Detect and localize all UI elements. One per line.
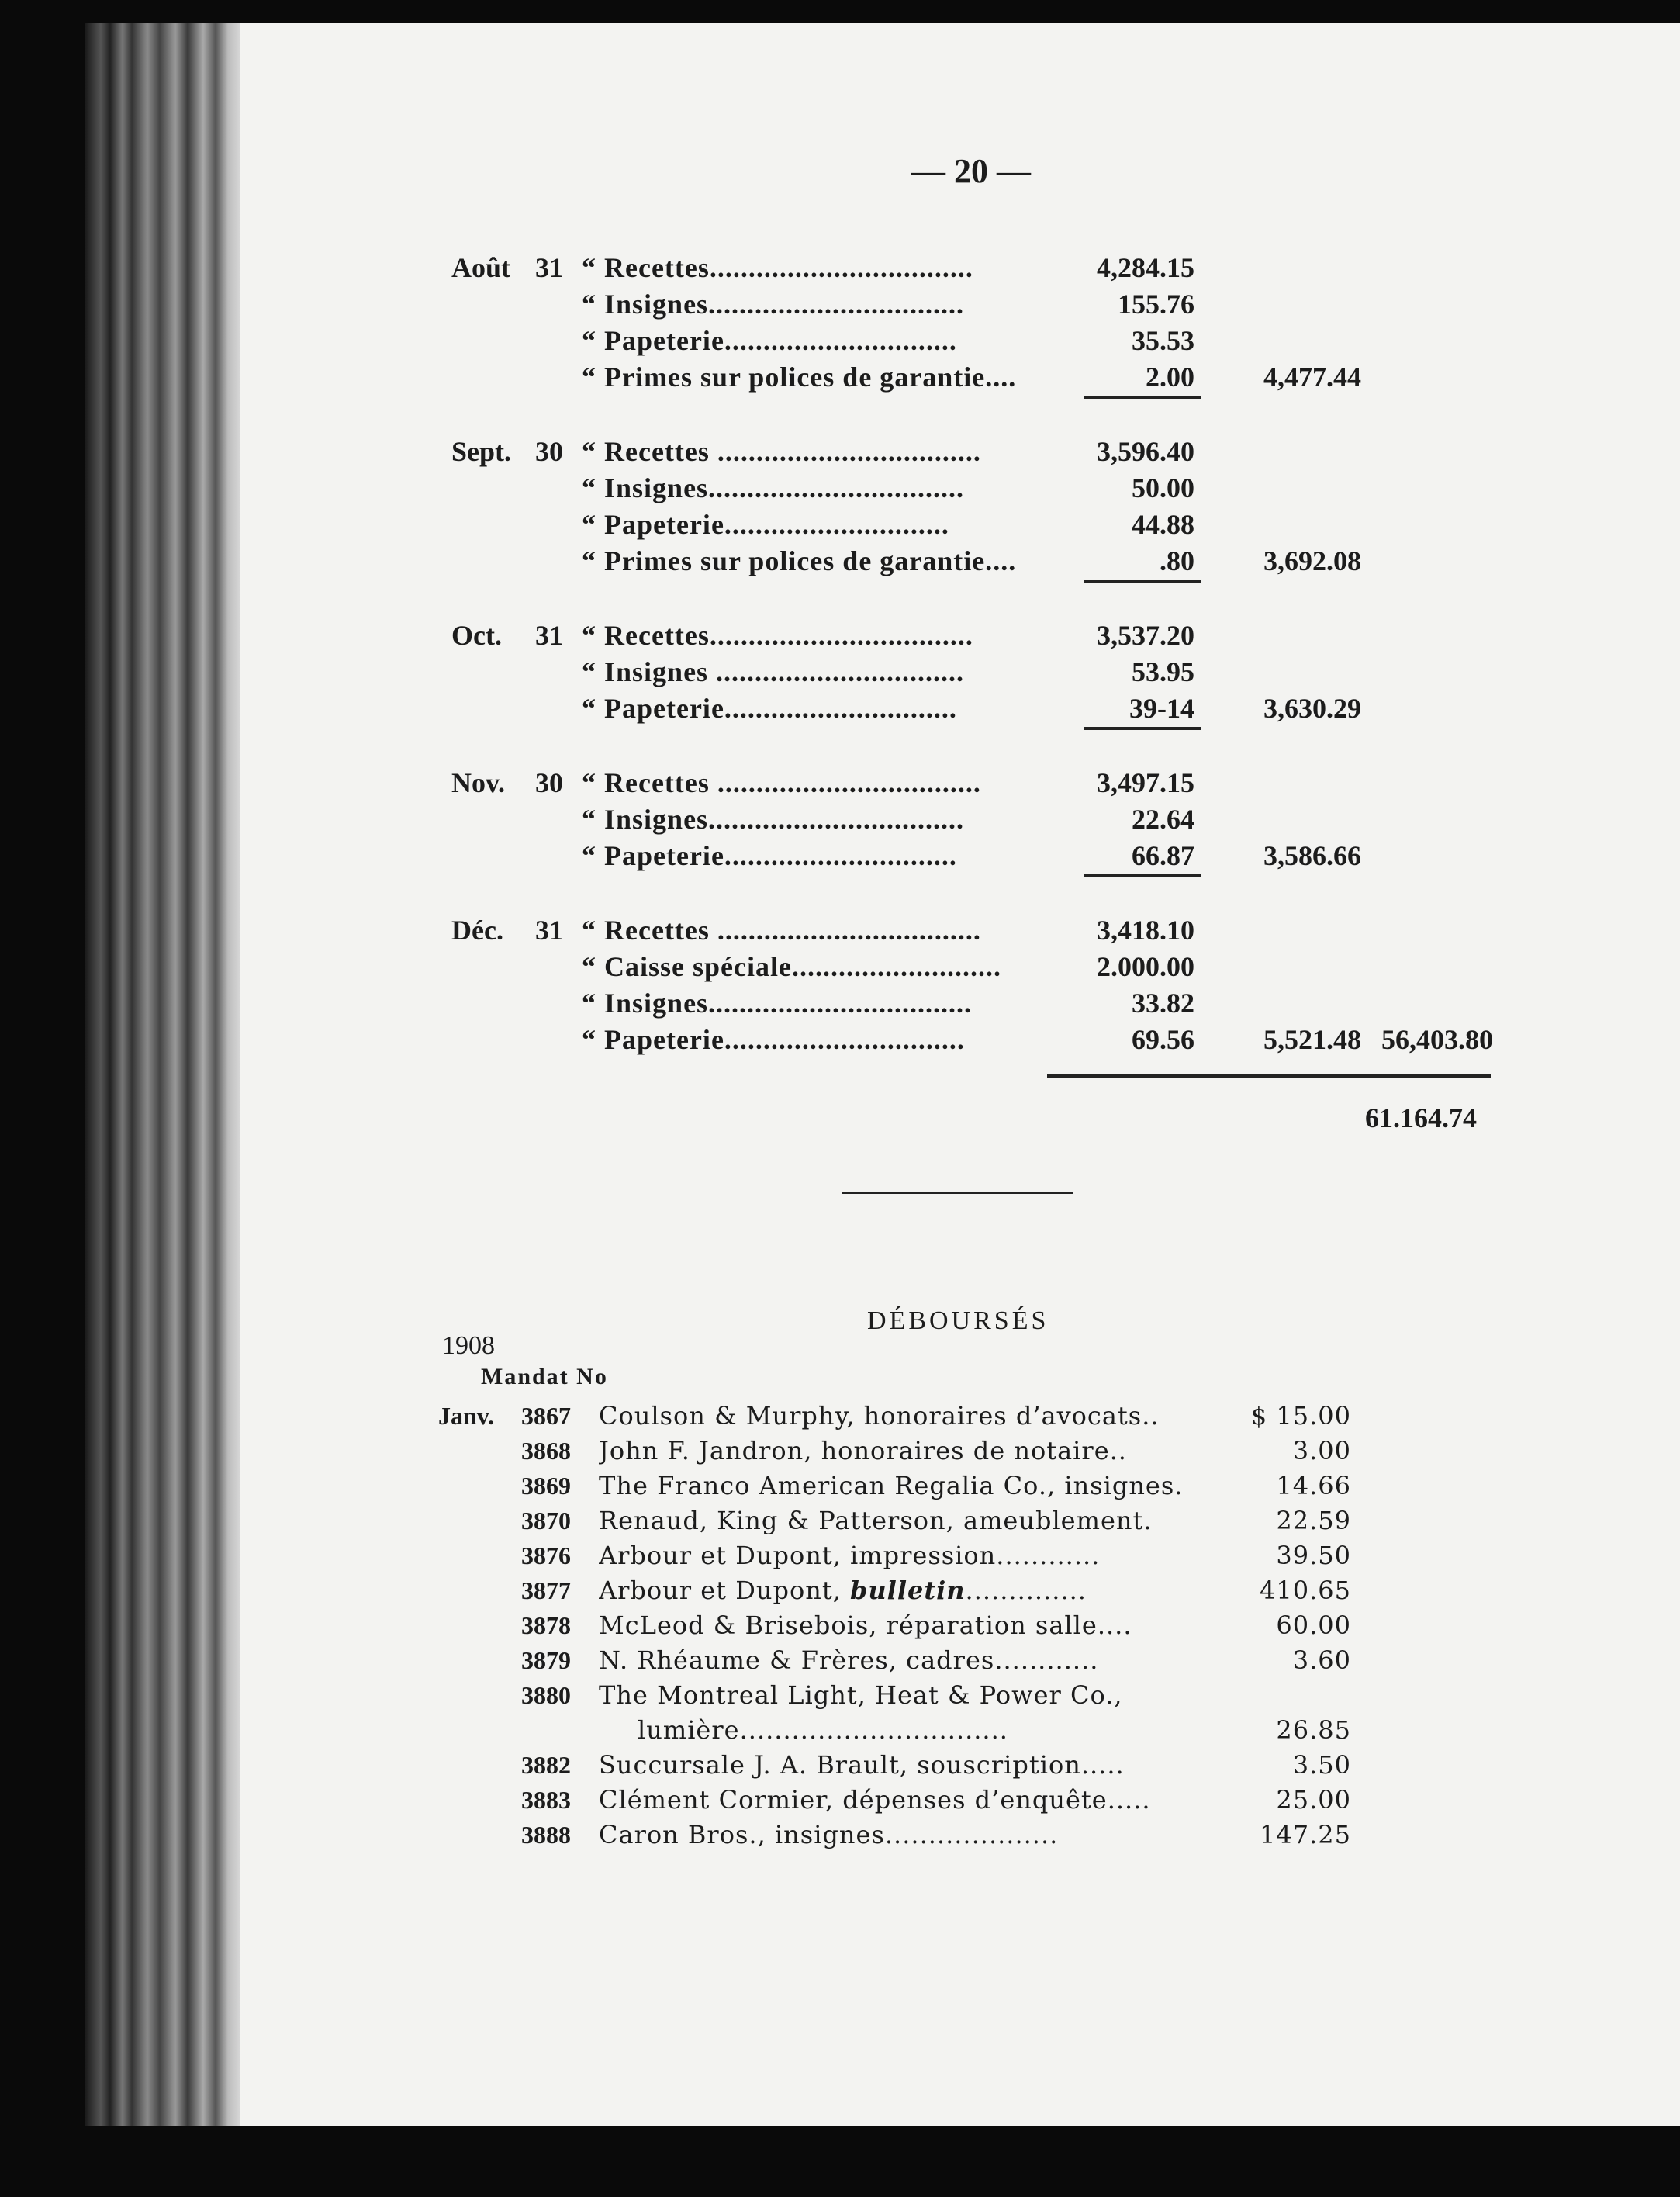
receipt-amount: 44.88: [1132, 509, 1194, 540]
book-spine: [85, 23, 240, 2126]
disb-description: Clément Cormier, dépenses d’enquête.....: [599, 1785, 1151, 1815]
disb-description: Succursale J. A. Brault, souscription.....: [599, 1750, 1125, 1780]
receipt-subtotal: 3,630.29: [1263, 693, 1361, 724]
page-number: — 20 —: [911, 152, 1031, 190]
grand-total: 61.164.74: [1365, 1102, 1477, 1133]
disb-description: Arbour et Dupont, bulletin..............: [599, 1576, 1087, 1605]
disb-amount: 60.00: [1276, 1611, 1351, 1640]
receipt-subtotal: 5,521.48: [1263, 1024, 1361, 1055]
receipt-amount: 22.64: [1132, 804, 1194, 835]
mandat-number: 3870: [521, 1507, 571, 1534]
receipt-label: “ Insignes ................................: [582, 656, 965, 687]
disbursements-year: 1908: [442, 1331, 495, 1360]
mandat-header: Mandat No: [481, 1364, 608, 1389]
disb-amount: 25.00: [1276, 1785, 1351, 1815]
receipt-amount: 50.00: [1132, 472, 1194, 503]
mandat-number: 3882: [521, 1751, 571, 1779]
receipt-label: “ Papeterie..............................: [582, 840, 957, 871]
receipt-amount: 3,596.40: [1097, 436, 1194, 467]
mandat-number: 3869: [521, 1472, 571, 1500]
mandat-number: 3876: [521, 1541, 571, 1569]
receipt-amount: 53.95: [1132, 656, 1194, 687]
receipt-amount: 3,497.15: [1097, 767, 1194, 798]
disb-amount: 3.00: [1292, 1436, 1351, 1465]
mandat-number: 3877: [521, 1576, 571, 1604]
disb-amount: 39.50: [1276, 1541, 1351, 1570]
receipt-month: Sept.: [451, 436, 512, 467]
receipt-label: “ Insignes..................................: [582, 988, 973, 1019]
disb-italic-text: bulletin: [850, 1576, 966, 1605]
receipt-month: Nov.: [451, 767, 506, 798]
receipt-label: “ Recettes ..................................: [582, 767, 981, 798]
disb-amount: 3.60: [1292, 1645, 1351, 1675]
receipt-label: “ Papeterie..............................: [582, 325, 957, 356]
subtotal-rule: [1084, 727, 1201, 730]
disbursements-title: DÉBOURSÉS: [867, 1306, 1049, 1335]
receipt-cumulative: 56,403.80: [1381, 1024, 1493, 1055]
disb-continuation: lumière...............................: [638, 1715, 1008, 1745]
receipt-label: “ Papeterie...............................: [582, 1024, 965, 1055]
receipt-amount: 66.87: [1132, 840, 1194, 871]
subtotal-rule: [1084, 396, 1201, 399]
disb-amount: 3.50: [1292, 1750, 1351, 1780]
receipt-month: Oct.: [451, 620, 502, 651]
receipt-amount: 3,537.20: [1097, 620, 1194, 651]
disb-description: N. Rhéaume & Frères, cadres............: [599, 1645, 1099, 1675]
disb-description: Coulson & Murphy, honoraires d’avocats..: [599, 1401, 1160, 1431]
mandat-number: 3880: [521, 1681, 571, 1709]
disb-description: John F. Jandron, honoraires de notaire..: [599, 1436, 1127, 1465]
subtotal-rule: [1084, 580, 1201, 583]
receipt-month: Déc.: [451, 915, 503, 946]
receipt-day: 30: [535, 436, 563, 467]
receipt-amount: 4,284.15: [1097, 252, 1194, 283]
disb-amount: 14.66: [1276, 1471, 1351, 1500]
receipt-amount: 2.00: [1146, 362, 1194, 393]
disb-month: Janv.: [438, 1402, 495, 1430]
receipt-amount: 69.56: [1132, 1024, 1194, 1055]
receipt-label: “ Primes sur polices de garantie....: [582, 545, 1017, 576]
receipt-label: “ Recettes ..................................: [582, 436, 981, 467]
receipt-amount: 33.82: [1132, 988, 1194, 1019]
receipt-label: “ Recettes ..................................: [582, 915, 981, 946]
receipt-day: 31: [535, 915, 563, 946]
disb-description: The Montreal Light, Heat & Power Co.,: [599, 1680, 1123, 1710]
receipt-day: 30: [535, 767, 563, 798]
subtotal-rule: [1084, 874, 1201, 877]
disb-description: Caron Bros., insignes....................: [599, 1820, 1059, 1849]
disb-amount: 22.59: [1276, 1506, 1351, 1535]
receipt-label: “ Insignes.................................: [582, 804, 965, 835]
disb-description: Renaud, King & Patterson, ameublement.: [599, 1506, 1153, 1535]
receipt-label: “ Insignes.................................: [582, 472, 965, 503]
receipt-amount: 2.000.00: [1097, 951, 1194, 982]
mandat-number: 3868: [521, 1437, 571, 1465]
receipt-day: 31: [535, 252, 563, 283]
receipt-day: 31: [535, 620, 563, 651]
section-divider: [842, 1192, 1073, 1194]
mandat-number: 3879: [521, 1646, 571, 1674]
receipt-amount: 155.76: [1118, 289, 1194, 320]
receipt-label: “ Papeterie..............................: [582, 693, 957, 724]
disb-description: Arbour et Dupont, impression............: [599, 1541, 1101, 1570]
receipt-amount: .80: [1160, 545, 1194, 576]
receipt-subtotal: 3,586.66: [1263, 840, 1361, 871]
receipt-label: “ Caisse spéciale...........................: [582, 951, 1001, 982]
receipt-subtotal: 3,692.08: [1263, 545, 1361, 576]
disb-amount: 26.85: [1276, 1715, 1351, 1745]
receipt-label: “ Recettes..................................: [582, 252, 973, 283]
mandat-number: 3867: [521, 1402, 571, 1430]
receipt-amount: 35.53: [1132, 325, 1194, 356]
total-rule: [1047, 1074, 1491, 1078]
mandat-number: 3883: [521, 1786, 571, 1814]
mandat-number: 3888: [521, 1821, 571, 1849]
disb-amount: $ 15.00: [1250, 1401, 1351, 1431]
receipt-amount: 3,418.10: [1097, 915, 1194, 946]
receipt-label: “ Insignes.................................: [582, 289, 965, 320]
receipt-label: “ Recettes..................................: [582, 620, 973, 651]
disb-amount: 410.65: [1260, 1576, 1351, 1605]
receipt-label: “ Papeterie.............................: [582, 509, 949, 540]
disb-description: The Franco American Regalia Co., insignes.: [599, 1471, 1184, 1500]
receipt-month: Août: [451, 252, 511, 283]
disb-amount: 147.25: [1260, 1820, 1351, 1849]
disb-description: McLeod & Brisebois, réparation salle....: [599, 1611, 1132, 1640]
receipt-amount: 39-14: [1129, 693, 1194, 724]
mandat-number: 3878: [521, 1611, 571, 1639]
receipt-label: “ Primes sur polices de garantie....: [582, 362, 1017, 393]
disb-leader: ..............: [965, 1576, 1087, 1605]
receipt-subtotal: 4,477.44: [1263, 362, 1361, 393]
